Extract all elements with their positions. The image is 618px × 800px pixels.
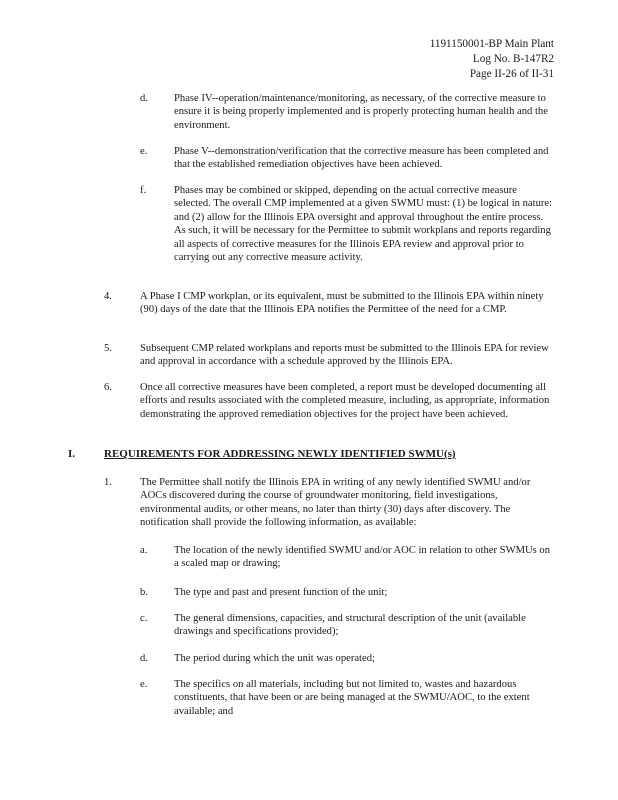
item-5-label: 5.: [104, 343, 112, 354]
sub-item-c-label: c.: [140, 613, 148, 624]
sub-item-a-text: The location of the newly identified SWMU and/or AOC in relation to other SWMUs on a scaled map or drawing;: [174, 545, 551, 570]
header-log-number: Log No. B-147R2: [472, 53, 554, 65]
page-header: [430, 37, 554, 82]
section-i-item-1-text: The Permittee shall notify the Illinois EPA in writing of any newly identified SWMU and/or AOCs discovered during the course of groundwater monitoring, field investigations, environmental audits, or other means, no later than thirty (30) days after discovery. The notification shall provide the following information, as available:: [140, 477, 531, 529]
item-e-label: e.: [140, 146, 148, 157]
sub-item-b-label: b.: [140, 587, 148, 598]
header-page-number: Page II-26 of II-31: [469, 68, 554, 80]
header-permit-number: 1191150001-BP Main Plant: [429, 38, 554, 50]
item-6-text: Once all corrective measures have been completed, a report must be developed documenting all efforts and results associated with the completed measure, including, as appropriate, information demonstrating the approved remediation objectives for the project have been achieved.: [140, 382, 550, 420]
sub-item-a-label: a.: [140, 545, 148, 556]
sub-item-d-text: The period during which the unit was operated;: [174, 653, 375, 664]
sub-item-b-text: The type and past and present function of the unit;: [174, 587, 388, 598]
item-4-label: 4.: [104, 291, 112, 302]
item-4-text: A Phase I CMP workplan, or its equivalent, must be submitted to the Illinois EPA within ninety (90) days of the date that the Illinois EPA notifies the Permittee of the need for a CMP.: [140, 291, 544, 316]
sub-item-d-label: d.: [140, 653, 148, 664]
item-d-label: d.: [140, 93, 148, 104]
sub-item-c-text: The general dimensions, capacities, and structural description of the unit (available drawings and specifications provided);: [174, 613, 526, 638]
section-i-label: I.: [68, 448, 76, 460]
item-f-label: f.: [140, 185, 147, 196]
item-e-text: Phase V--demonstration/verification that the corrective measure has been completed and that the established remediation objectives have been achieved.: [174, 146, 549, 171]
section-i-item-1-label: 1.: [104, 477, 112, 488]
sub-item-e-text: The specifics on all materials, including but not limited to, wastes and hazardous constituents, that have been or are being managed at the SWMU/AOC, to the extent available; and: [174, 679, 530, 717]
item-6-label: 6.: [104, 382, 112, 393]
item-f-text: Phases may be combined or skipped, depending on the actual corrective measure selected. The overall CMP implemented at a given SWMU must: (1) be logical in nature: and (2) allow for the Illinois EPA oversight and approval throughout the entire process. As such, it will be necessary for the Permittee to submit workplans and reports regarding all aspects of corrective measures for the Illinois EPA review and approval prior to carrying out any corrective measure activity.: [174, 185, 553, 264]
sub-item-e-label: e.: [140, 679, 148, 690]
item-d-text: Phase IV--operation/maintenance/monitoring, as necessary, of the corrective measure to ensure it is being properly implemented and is properly protecting human health and the environment.: [174, 93, 548, 131]
item-5-text: Subsequent CMP related workplans and reports must be submitted to the Illinois EPA for review and approval in accordance with a schedule approved by the Illinois EPA.: [140, 343, 549, 368]
section-i-title: REQUIREMENTS FOR ADDRESSING NEWLY IDENTIFIED SWMU(s): [104, 448, 456, 460]
